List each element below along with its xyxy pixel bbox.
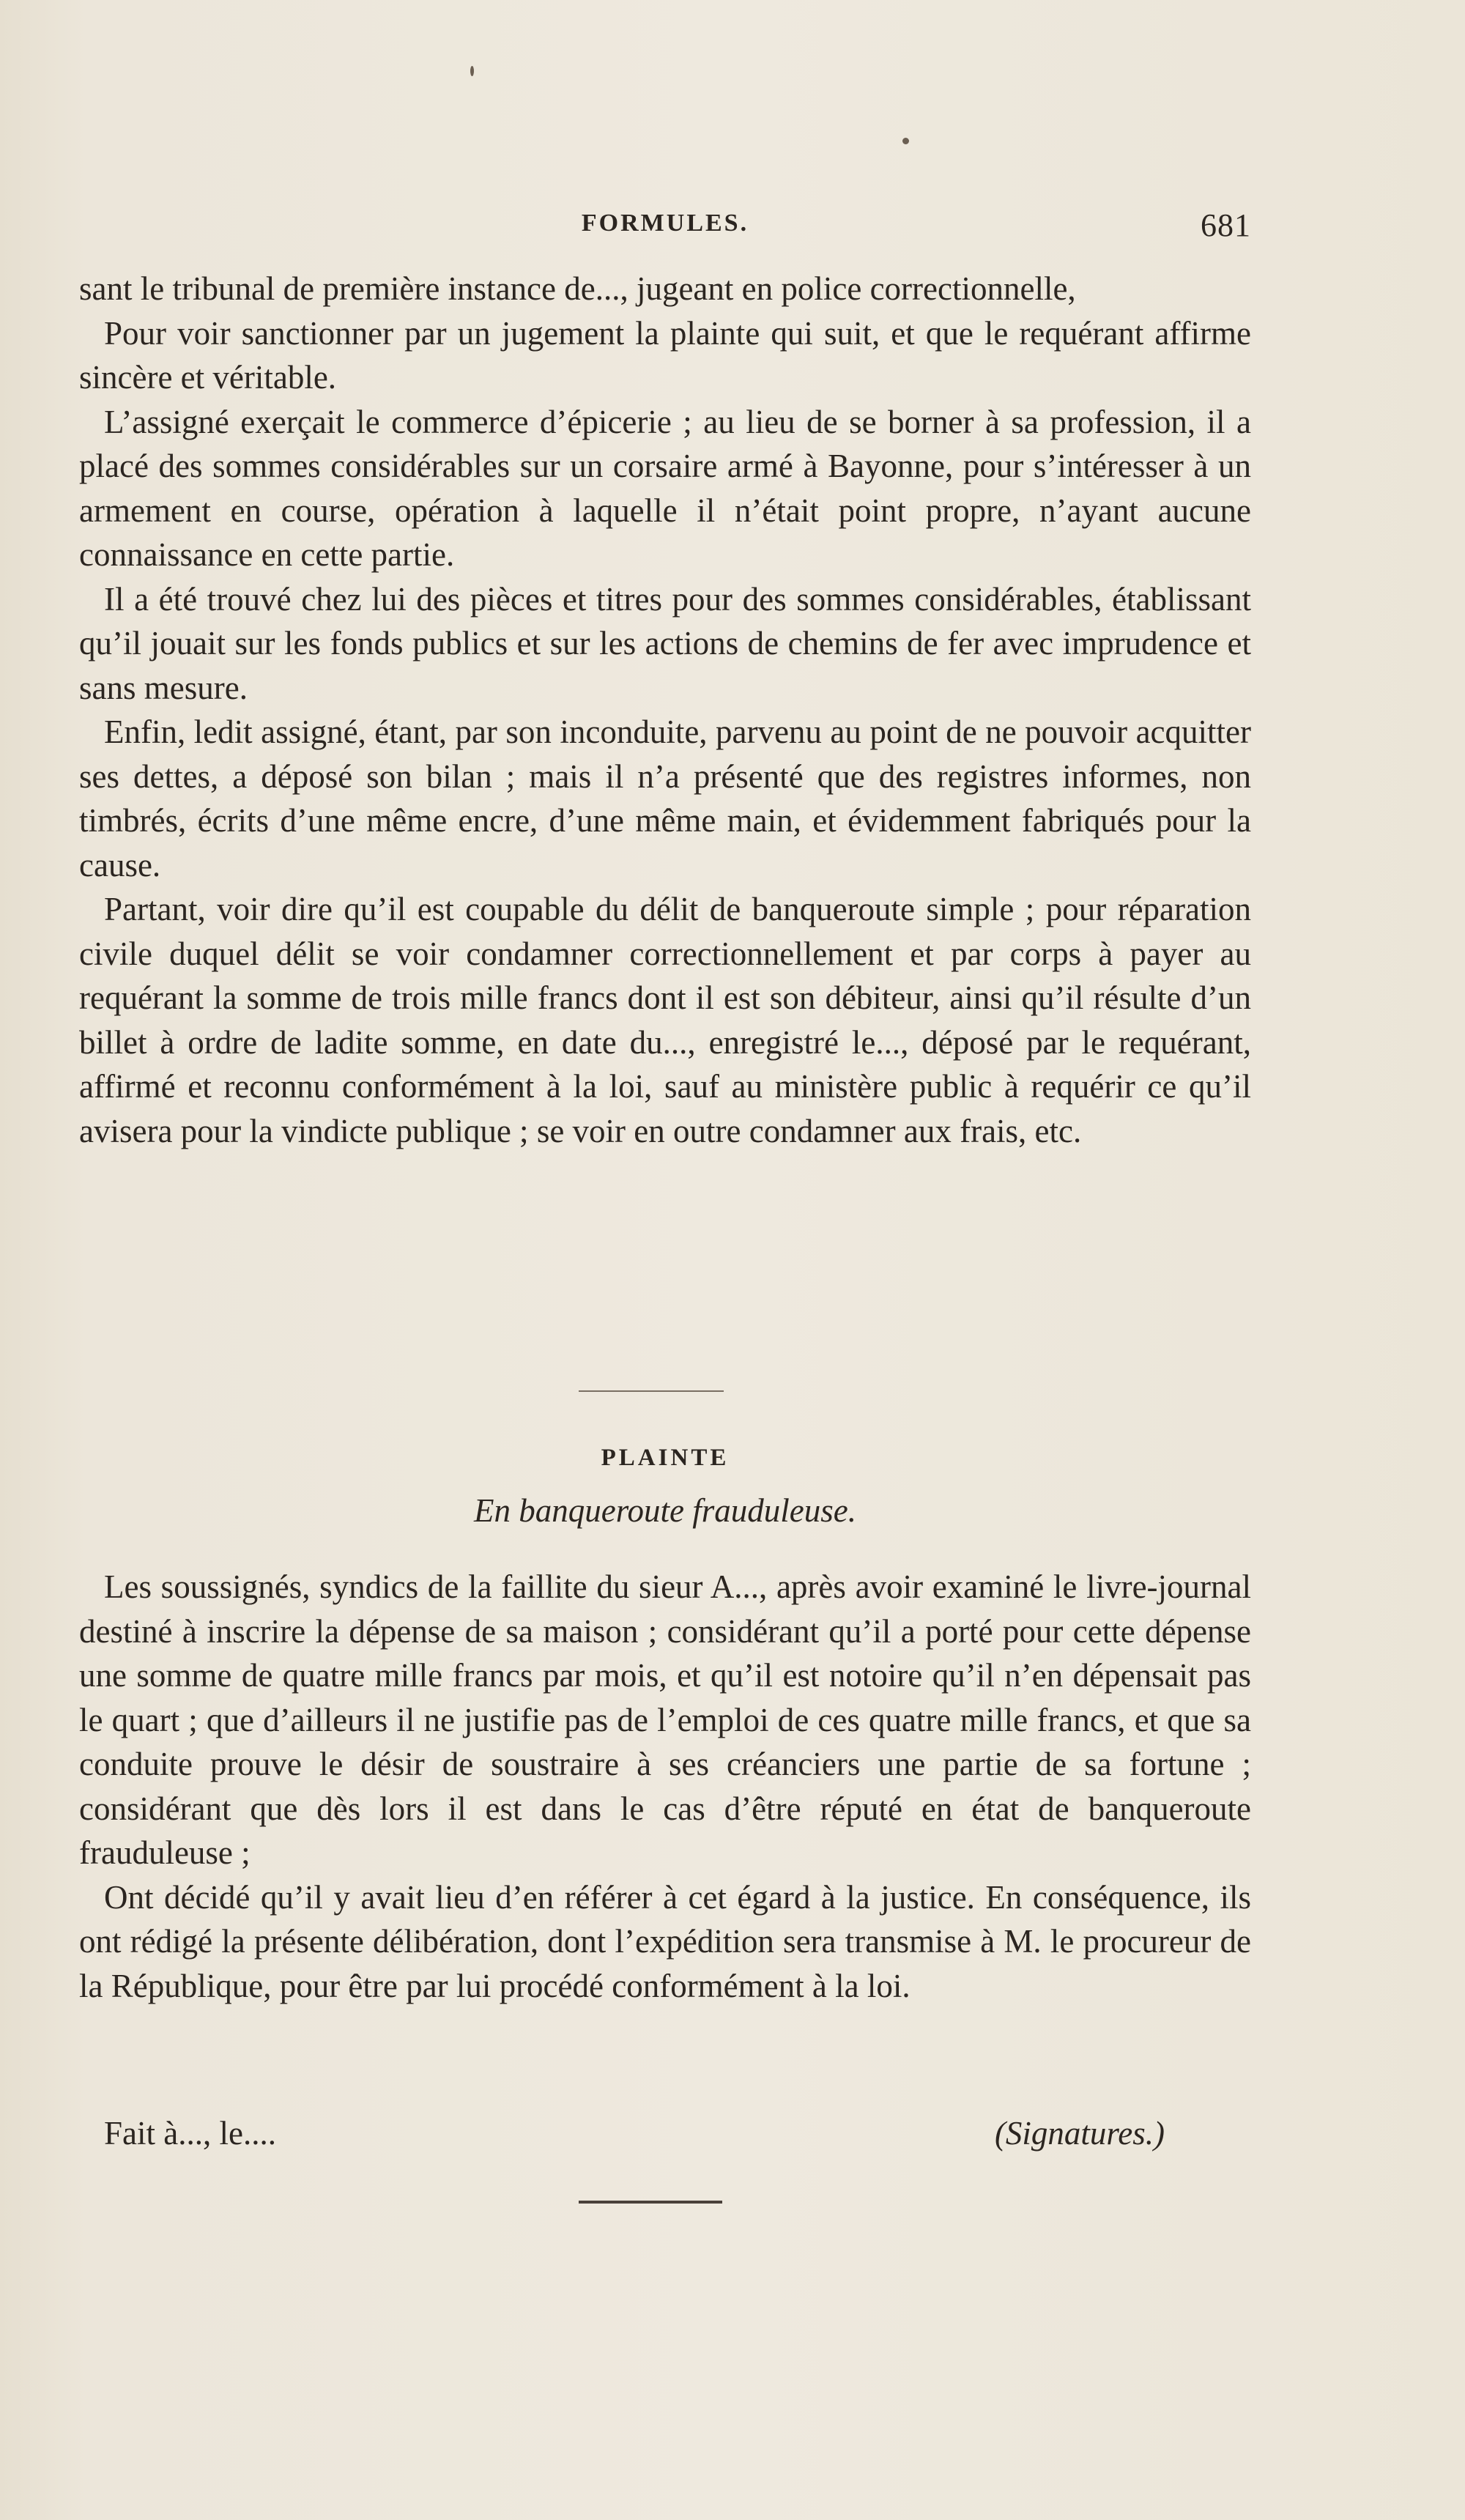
signatures: (Signatures.) — [994, 2115, 1165, 2152]
paragraph: Les soussignés, syndics de la faillite du sieur A..., après avoir examiné le livre-journal destiné à inscrire la dépense de sa maison ; considérant qu’il a porté pour cette dépense une somme de quatre mille francs par mois, et qu’il est notoire qu’il n’en dépensait pas le quart ; que d’ailleurs il ne justifie pas de l’emploi de ces quatre mille francs, et que sa conduite prouve le désir de soustraire à ses créanciers une partie de sa fortune ; considérant que dès lors il est dans le cas d’être réputé en état de banqueroute frauduleuse ; — [79, 1568, 1251, 1871]
body-text — [79, 267, 1251, 1153]
ink-speck — [470, 66, 474, 76]
closing-line — [79, 2114, 1251, 2158]
paragraph: Partant, voir dire qu’il est coupable du délit de banqueroute simple ; pour réparation civile duquel délit se voir condamner correctionnellement et par corps à payer au requérant la somme de trois mille francs dont il est son débiteur, ainsi qu’il résulte d’un billet à ordre de ladite somme, en date du..., enregistré le..., déposé par le requérant, affirmé et reconnu conformément à la loi, sauf au ministère public à requérir ce qu’il avisera pour la vindicte publique ; se voir en outre condamner aux frais, etc. — [79, 891, 1251, 1149]
end-rule — [579, 2201, 722, 2204]
ink-speck — [902, 138, 909, 144]
paragraph: Pour voir sanctionner par un jugement la plainte qui suit, et que le requérant affirme sincère et véritable. — [79, 314, 1251, 396]
page-header — [79, 207, 1251, 246]
paragraph: Ont décidé qu’il y avait lieu d’en référer à cet égard à la justice. En conséquence, ils ont rédigé la présente délibération, dont l’expédition sera transmise à M. le procureur de la République, pour être par lui procédé conformément à la loi. — [79, 1878, 1251, 2004]
section-divider — [579, 1390, 724, 1392]
paragraph: Il a été trouvé chez lui des pièces et titres pour des sommes considérables, établissant qu’il jouait sur les fonds publics et sur les actions de chemins de fer avec imprudence et sans mesure. — [79, 580, 1251, 706]
section-subtitle: En banqueroute frauduleuse. — [473, 1492, 856, 1529]
paragraph: L’assigné exerçait le commerce d’épicerie ; au lieu de se borner à sa profession, il a placé des sommes considérables sur un corsaire armé à Bayonne, pour s’intéresser à un armement en course, opération à laquelle il n’était point propre, n’ayant aucune connaissance en cette partie. — [79, 403, 1251, 573]
complaint-text — [79, 1565, 1251, 2008]
paragraph: Enfin, ledit assigné, étant, par son inconduite, parvenu au point de ne pouvoir acquitter ses dettes, a déposé son bilan ; mais il n’a présenté que des registres informes, non timbrés, écrits d’une même encre, d’une même main, et évidemment fabriqués pour la cause. — [79, 714, 1251, 883]
section-title: PLAINTE — [601, 1445, 730, 1471]
place-date: Fait à..., le.... — [104, 2115, 276, 2152]
paragraph: sant le tribunal de première instance de..., jugeant en police correctionnelle, — [79, 270, 1076, 307]
running-head: FORMULES. — [581, 210, 749, 237]
page-number: 681 — [1201, 207, 1251, 243]
